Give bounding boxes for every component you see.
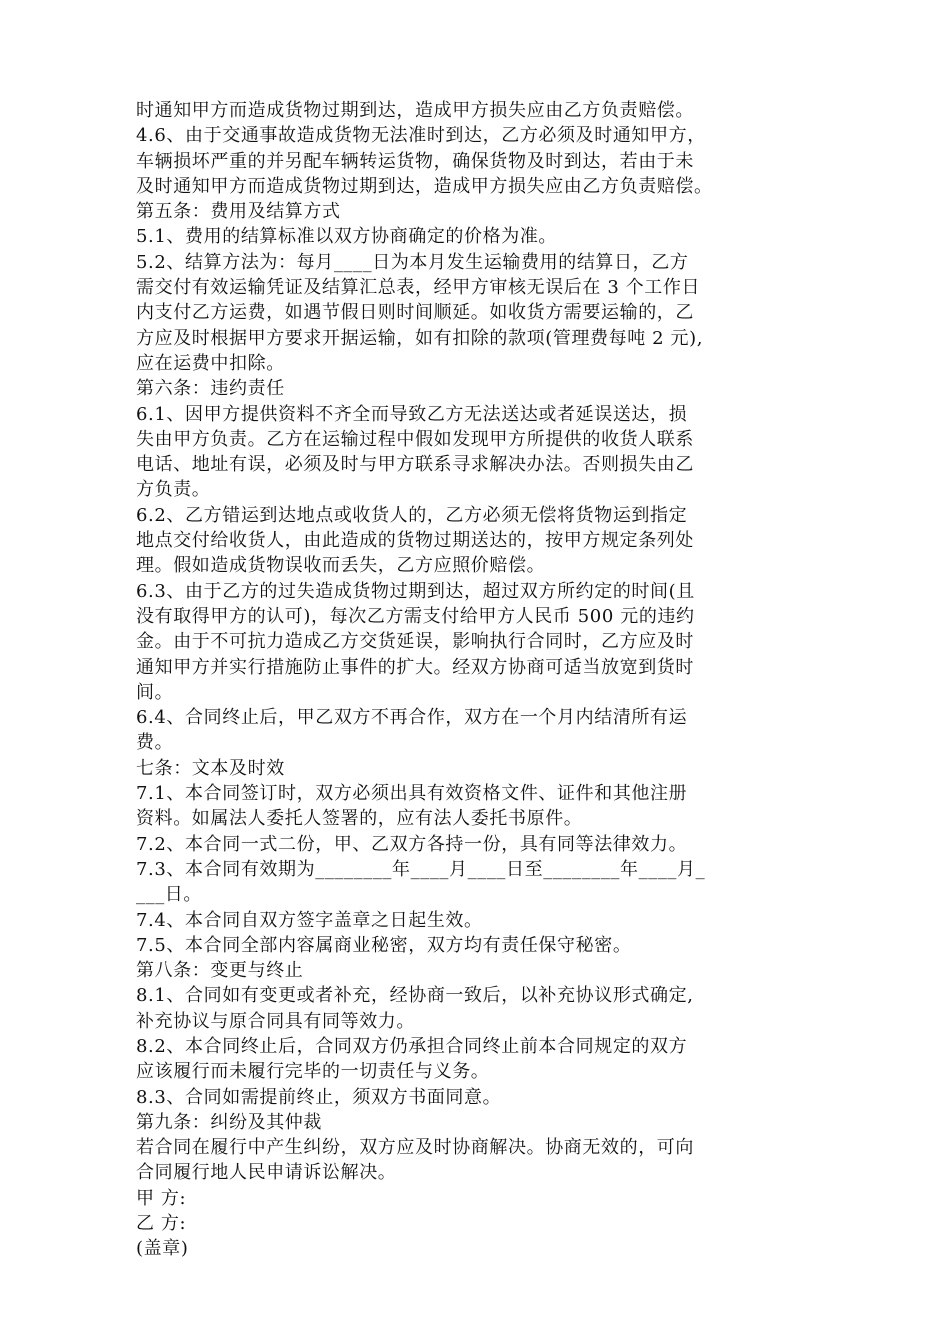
text-line: 电话、地址有误，必须及时与甲方联系寻求解决办法。否则损失由乙 — [136, 454, 694, 476]
text-line: 车辆损坏严重的并另配车辆转运货物，确保货物及时到达，若由于未 — [136, 150, 694, 172]
text-line: 资料。如属法人委托人签署的，应有法人委托书原件。 — [136, 808, 583, 830]
text-line: 应该履行而未履行完毕的一切责任与义务。 — [136, 1061, 490, 1083]
text-line: 8.3、合同如需提前终止，须双方书面同意。 — [136, 1086, 502, 1108]
text-line: 7.4、本合同自双方签字盖章之日起生效。 — [136, 909, 483, 931]
text-line: 8.2、本合同终止后，合同双方仍承担合同终止前本合同规定的双方 — [136, 1035, 688, 1057]
text-line: 4.6、由于交通事故造成货物无法准时到达，乙方必须及时通知甲方， — [136, 125, 706, 147]
seal-label: (盖章) — [136, 1238, 189, 1260]
text-line: 地点交付给收货人，由此造成的货物过期送达的，按甲方规定条列处 — [136, 530, 694, 552]
party-b-signature: 乙 方: — [136, 1213, 187, 1235]
text-line: 8.1、合同如有变更或者补充，经协商一致后，以补充协议形式确定, — [136, 985, 694, 1007]
text-line: 7.2、本合同一式二份，甲、乙双方各持一份，具有同等法律效力。 — [136, 833, 688, 855]
text-line: 补充协议与原合同具有同等效力。 — [136, 1010, 415, 1032]
text-line: 6.2、乙方错运到达地点或收货人的，乙方必须无偿将货物运到指定 — [136, 504, 688, 526]
text-line: 合同履行地人民申请诉讼解决。 — [136, 1162, 397, 1184]
section-heading: 第六条：违约责任 — [136, 378, 285, 400]
text-line: 时通知甲方而造成货物过期到达，造成甲方损失应由乙方负责赔偿。 — [136, 100, 694, 121]
text-line: 6.4、合同终止后，甲乙双方不再合作，双方在一个月内结清所有运 — [136, 707, 688, 729]
text-line: 7.3、本合同有效期为________年____月____日至________年____月_ — [136, 858, 706, 880]
text-line: 5.2、结算方法为：每月____日为本月发生运输费用的结算日，乙方 — [136, 251, 689, 273]
text-line: 费。 — [136, 732, 174, 754]
text-line: 7.5、本合同全部内容属商业秘密，双方均有责任保守秘密。 — [136, 934, 632, 956]
text-line: 理。假如造成货物误收而丢失，乙方应照价赔偿。 — [136, 555, 546, 577]
text-line: 通知甲方并实行措施防止事件的扩大。经双方协商可适当放宽到货时 — [136, 656, 694, 678]
section-heading: 第八条：变更与终止 — [136, 960, 304, 982]
text-line: 需交付有效运输凭证及结算汇总表，经甲方审核无误后在 3 个工作日 — [136, 277, 701, 299]
text-line: 6.3、由于乙方的过失造成货物过期到达，超过双方所约定的时间(且 — [136, 580, 695, 602]
text-line: 5.1、费用的结算标准以双方协商确定的价格为准。 — [136, 226, 558, 248]
document-body — [136, 98, 826, 1262]
text-line: 若合同在履行中产生纠纷，双方应及时协商解决。协商无效的，可向 — [136, 1137, 694, 1159]
text-line: ___日。 — [136, 884, 202, 906]
text-line: 方应及时根据甲方要求开据运输，如有扣除的款项(管理费每吨 2 元), — [136, 327, 704, 349]
text-line: 7.1、本合同签订时，双方必须出具有效资格文件、证件和其他注册 — [136, 783, 688, 805]
section-heading: 七条：文本及时效 — [136, 757, 285, 779]
section-heading: 第五条：费用及结算方式 — [136, 201, 341, 223]
text-line: 内支付乙方运费，如遇节假日则时间顺延。如收货方需要运输的，乙 — [136, 302, 694, 324]
text-line: 6.1、因甲方提供资料不齐全而导致乙方无法送达或者延误送达，损 — [136, 403, 688, 425]
text-line: 没有取得甲方的认可)，每次乙方需支付给甲方人民币 500 元的违约 — [136, 605, 695, 627]
text-line: 金。由于不可抗力造成乙方交货延误，影响执行合同时，乙方应及时 — [136, 631, 694, 653]
section-heading: 第九条：纠纷及其仲裁 — [136, 1111, 322, 1133]
text-line: 方负责。 — [136, 479, 211, 501]
party-a-signature: 甲 方: — [136, 1187, 187, 1209]
text-line: 应在运费中扣除。 — [136, 352, 285, 374]
text-line: 及时通知甲方而造成货物过期到达，造成甲方损失应由乙方负责赔偿。 — [136, 175, 713, 197]
text-line: 失由甲方负责。乙方在运输过程中假如发现甲方所提供的收货人联系 — [136, 428, 694, 450]
text-line: 间。 — [136, 681, 174, 703]
